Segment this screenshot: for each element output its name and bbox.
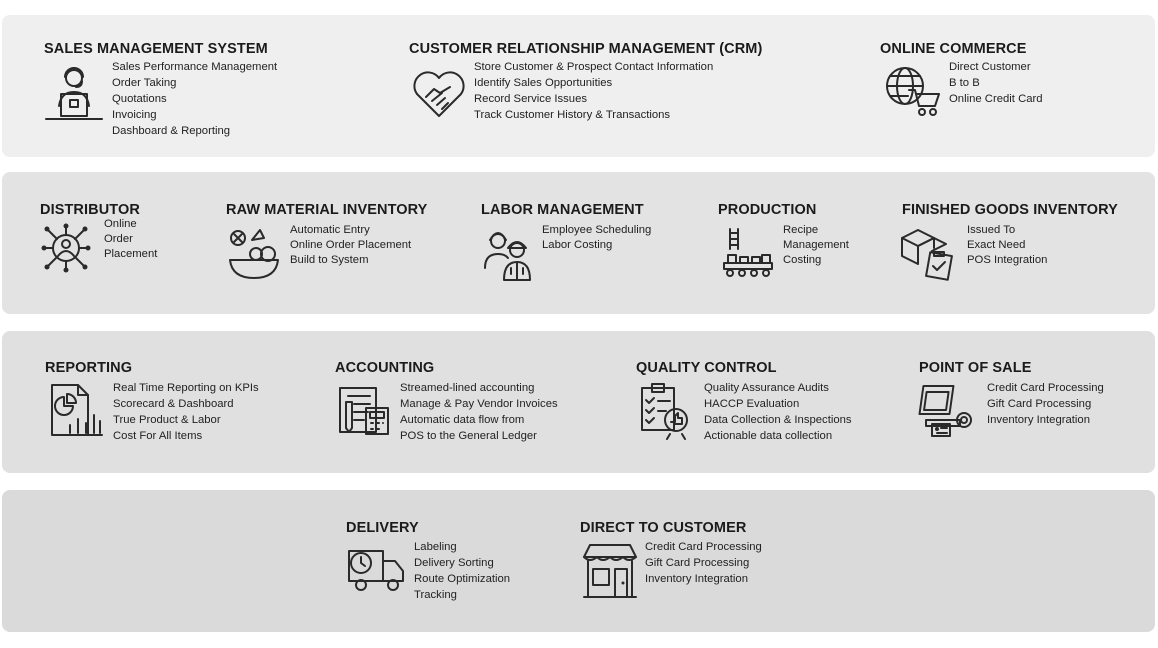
module-item: Exact Need xyxy=(967,239,1026,251)
module-item: Identify Sales Opportunities xyxy=(474,77,613,89)
module-item: Manage & Pay Vendor Invoices xyxy=(400,398,558,410)
food-bowl-icon xyxy=(228,226,280,282)
module-item: Cost For All Items xyxy=(113,430,203,442)
module-item: Record Service Issues xyxy=(474,93,588,105)
module-title: FINISHED GOODS INVENTORY xyxy=(902,202,1118,218)
delivery-truck-icon xyxy=(347,545,405,593)
pos-terminal-icon xyxy=(918,382,974,438)
storefront-icon xyxy=(582,543,638,601)
module-item: Sales Performance Management xyxy=(112,61,278,73)
module-item: Scorecard & Dashboard xyxy=(113,398,234,410)
module-item: Streamed-lined accounting xyxy=(400,382,535,394)
module-item: Credit Card Processing xyxy=(987,382,1104,394)
module-item: Online Order Placement xyxy=(290,239,412,251)
module-items xyxy=(104,217,157,262)
ledger-calculator-icon xyxy=(338,384,392,438)
module-item: Quality Assurance Audits xyxy=(704,382,829,394)
module-title: LABOR MANAGEMENT xyxy=(481,202,644,218)
module-items xyxy=(542,223,651,253)
workers-icon xyxy=(483,228,535,282)
module-item: Placement xyxy=(104,248,158,260)
checklist-badge-icon xyxy=(640,382,692,440)
module-items xyxy=(474,59,713,123)
module-item: Gift Card Processing xyxy=(645,557,750,569)
module-items xyxy=(783,223,849,268)
module-item: POS to the General Ledger xyxy=(400,430,537,442)
module-item: Inventory Integration xyxy=(645,573,748,585)
module-item: Credit Card Processing xyxy=(645,541,762,553)
module-item: Management xyxy=(783,239,849,251)
module-items xyxy=(967,223,1047,268)
report-chart-icon xyxy=(48,383,104,439)
module-title: ACCOUNTING xyxy=(335,360,435,376)
module-title: CUSTOMER RELATIONSHIP MANAGEMENT (CRM) xyxy=(409,41,763,57)
module-item: Labeling xyxy=(414,541,457,553)
module-item: Delivery Sorting xyxy=(414,557,494,569)
module-item: Gift Card Processing xyxy=(987,398,1092,410)
boxes-clipboard-icon xyxy=(900,226,956,282)
module-items xyxy=(414,539,510,603)
module-item: Track Customer History & Transactions xyxy=(474,109,671,121)
module-item: Store Customer & Prospect Contact Information xyxy=(474,61,714,73)
module-item: Route Optimization xyxy=(414,573,511,585)
module-items xyxy=(704,380,852,444)
module-item: Direct Customer xyxy=(949,61,1031,73)
module-row-4 xyxy=(2,490,1155,632)
module-item: Labor Costing xyxy=(542,239,613,251)
handshake-heart-icon xyxy=(412,70,466,118)
module-item: Employee Scheduling xyxy=(542,224,652,236)
module-title: ONLINE COMMERCE xyxy=(880,41,1027,57)
module-items xyxy=(645,539,762,587)
module-item: Actionable data collection xyxy=(704,430,833,442)
module-title: PRODUCTION xyxy=(718,202,817,218)
module-item: Order Taking xyxy=(112,77,177,89)
module-item: Real Time Reporting on KPIs xyxy=(113,382,259,394)
module-title: DELIVERY xyxy=(346,520,419,536)
module-item: POS Integration xyxy=(967,254,1048,266)
globe-cart-icon xyxy=(885,66,941,118)
customer-service-agent-icon xyxy=(45,64,103,122)
module-item: Recipe xyxy=(783,224,819,236)
module-title: DISTRIBUTOR xyxy=(40,202,140,218)
module-item: HACCP Evaluation xyxy=(704,398,800,410)
module-title: REPORTING xyxy=(45,360,133,376)
module-title: QUALITY CONTROL xyxy=(636,360,777,376)
module-title: RAW MATERIAL INVENTORY xyxy=(226,202,428,218)
module-title: POINT OF SALE xyxy=(919,360,1032,376)
module-item: Issued To xyxy=(967,224,1016,236)
module-title: DIRECT TO CUSTOMER xyxy=(580,520,747,536)
module-item: Quotations xyxy=(112,93,167,105)
network-user-icon xyxy=(40,222,92,274)
module-item: Costing xyxy=(783,254,822,266)
module-items xyxy=(113,380,259,444)
module-items xyxy=(112,59,277,139)
module-item: Inventory Integration xyxy=(987,414,1090,426)
module-items xyxy=(949,59,1043,107)
module-item: Automatic data flow from xyxy=(400,414,525,426)
module-title: SALES MANAGEMENT SYSTEM xyxy=(44,41,268,57)
module-item: Dashboard & Reporting xyxy=(112,125,231,137)
module-item: Order xyxy=(104,233,133,245)
module-item: Online xyxy=(104,218,137,230)
conveyor-icon xyxy=(722,227,774,279)
module-item: Tracking xyxy=(414,589,457,601)
module-items xyxy=(987,380,1104,428)
module-item: Data Collection & Inspections xyxy=(704,414,852,426)
module-item: B to B xyxy=(949,77,980,89)
module-item: Online Credit Card xyxy=(949,93,1043,105)
module-item: Build to System xyxy=(290,254,369,266)
module-items xyxy=(290,223,411,268)
module-item: Automatic Entry xyxy=(290,224,370,236)
module-item: True Product & Labor xyxy=(113,414,221,426)
module-items xyxy=(400,380,558,444)
module-item: Invoicing xyxy=(112,109,157,121)
